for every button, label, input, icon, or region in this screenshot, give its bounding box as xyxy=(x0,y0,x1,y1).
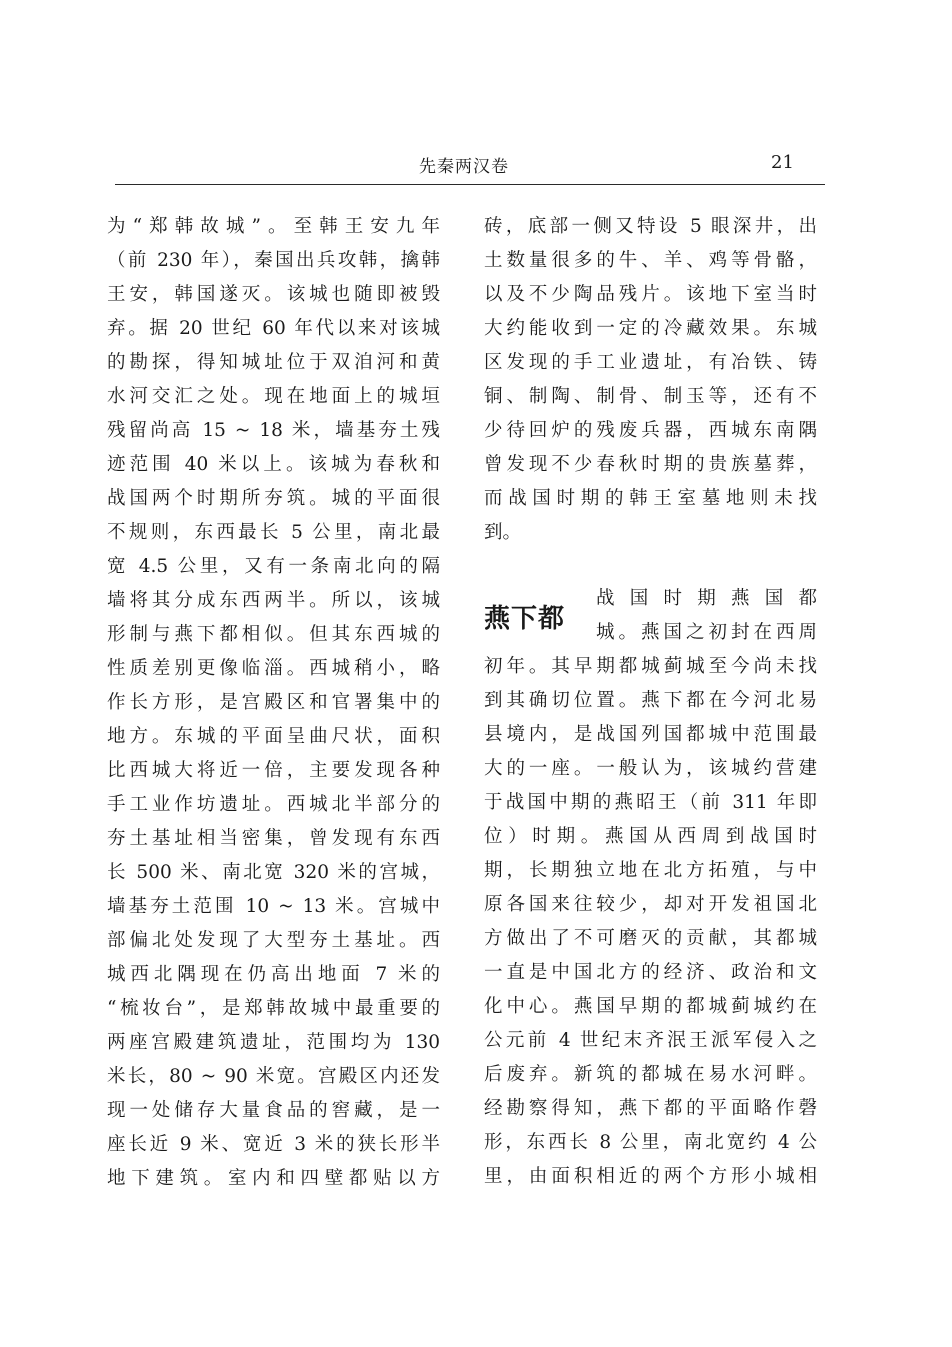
text-line: 手工业作坊遗址。西城北半部分的 xyxy=(107,794,440,815)
text-line: 的勘探，得知城址位于双洎河和黄 xyxy=(107,352,440,373)
text-line: 不规则，东西最长 5 公里，南北最 xyxy=(107,522,440,543)
left-text-column xyxy=(107,210,440,1196)
text-line: 少待回炉的残废兵器，西城东南隅 xyxy=(484,420,817,441)
right-text-column xyxy=(484,210,817,550)
text-line: 后废弃。新筑的都城在易水河畔。 xyxy=(484,1064,817,1085)
text-line: 墙将其分成东西两半。所以，该城 xyxy=(107,590,440,611)
text-line: 夯土基址相当密集，曾发现有东西 xyxy=(107,828,440,849)
text-line: 形制与燕下都相似。但其东西城的 xyxy=(107,624,440,645)
text-line: 铜、制陶、制骨、制玉等，还有不 xyxy=(484,386,817,407)
text-line: 战国两个时期所夯筑。城的平面很 xyxy=(107,488,440,509)
section-indented-lines xyxy=(596,582,817,650)
text-line: 县境内，是战国列国都城中范围最 xyxy=(484,724,817,745)
text-line: 水河交汇之处。现在地面上的城垣 xyxy=(107,386,440,407)
text-line: 性质差别更像临淄。西城稍小，略 xyxy=(107,658,440,679)
text-line: 以及不少陶品残片。该地下室当时 xyxy=(484,284,817,305)
text-line: 城西北隅现在仍高出地面 7 米的 xyxy=(107,964,440,985)
text-line: 土数量很多的牛、羊、鸡等骨骼， xyxy=(484,250,817,271)
text-line: 方做出了不可磨灭的贡献，其都城 xyxy=(484,928,817,949)
text-line: 位）时期。燕国从西周到战国时 xyxy=(484,826,817,847)
text-line: 城。燕国之初封在西周 xyxy=(596,622,817,643)
text-line: 期，长期独立地在北方拓殖，与中 xyxy=(484,860,817,881)
text-line: 初年。其早期都城蓟城至今尚未找 xyxy=(484,656,817,677)
text-line: 两座宫殿建筑遗址，范围均为 130 xyxy=(107,1032,440,1053)
text-line: 战国时期燕国都 xyxy=(596,588,817,609)
text-line: 迹范围 40 米以上。该城为春秋和 xyxy=(107,454,440,475)
text-line: 大的一座。一般认为，该城约营建 xyxy=(484,758,817,779)
text-line: 米长，80 ~ 90 米宽。宫殿区内还发 xyxy=(107,1066,440,1087)
text-line: 墙基夯土范围 10 ~ 13 米。宫城中 xyxy=(107,896,440,917)
text-line: 地下建筑。室内和四壁都贴以方 xyxy=(107,1168,440,1189)
text-line: “梳妆台”，是郑韩故城中最重要的 xyxy=(107,998,440,1019)
text-line: 长 500 米、南北宽 320 米的宫城， xyxy=(107,862,440,883)
text-line: 弃。据 20 世纪 60 年代以来对该城 xyxy=(107,318,440,339)
running-header-title: 先秦两汉卷 xyxy=(419,157,509,177)
text-line: 宽 4.5 公里，又有一条南北向的隔 xyxy=(107,556,440,577)
text-line: 作长方形，是宫殿区和官署集中的 xyxy=(107,692,440,713)
text-line: 化中心。燕国早期的都城蓟城约在 xyxy=(484,996,817,1017)
text-line: 到其确切位置。燕下都在今河北易 xyxy=(484,690,817,711)
text-line: 王安，韩国遂灭。该城也随即被毁 xyxy=(107,284,440,305)
text-line: 里，由面积相近的两个方形小城相 xyxy=(484,1166,817,1187)
text-line: 地方。东城的平面呈曲尺状，面积 xyxy=(107,726,440,747)
text-line: 到。 xyxy=(484,522,522,543)
text-line: 砖，底部一侧又特设 5 眼深井，出 xyxy=(484,216,817,237)
header-rule xyxy=(115,184,825,185)
text-line: 座长近 9 米、宽近 3 米的狭长形半 xyxy=(107,1134,440,1155)
text-line: 部偏北处发现了大型夯土基址。西 xyxy=(107,930,440,951)
text-line: 原各国来往较少，却对开发祖国北 xyxy=(484,894,817,915)
text-line: 比西城大将近一倍，主要发现各种 xyxy=(107,760,440,781)
text-line: 形，东西长 8 公里，南北宽约 4 公 xyxy=(484,1132,817,1153)
text-line: 为“郑韩故城”。至韩王安九年 xyxy=(107,216,440,237)
text-line: 曾发现不少春秋时期的贵族墓葬， xyxy=(484,454,817,475)
section-body-text xyxy=(484,650,817,1194)
text-line: 现一处储存大量食品的窖藏，是一 xyxy=(107,1100,440,1121)
text-line: 残留尚高 15 ~ 18 米，墙基夯土残 xyxy=(107,420,440,441)
text-line: （前 230 年），秦国出兵攻韩，擒韩 xyxy=(107,250,440,271)
text-line: 公元前 4 世纪末齐泯王派军侵入之 xyxy=(484,1030,817,1051)
text-line: 于战国中期的燕昭王（前 311 年即 xyxy=(484,792,817,813)
text-line: 一直是中国北方的经济、政治和文 xyxy=(484,962,817,983)
page-number: 21 xyxy=(771,152,794,173)
text-line: 经勘察得知，燕下都的平面略作磬 xyxy=(484,1098,817,1119)
text-line: 区发现的手工业遗址，有冶铁、铸 xyxy=(484,352,817,373)
text-line: 大约能收到一定的冷藏效果。东城 xyxy=(484,318,817,339)
section-heading: 燕下都 xyxy=(484,604,566,634)
text-line: 而战国时期的韩王室墓地则未找 xyxy=(484,488,817,509)
